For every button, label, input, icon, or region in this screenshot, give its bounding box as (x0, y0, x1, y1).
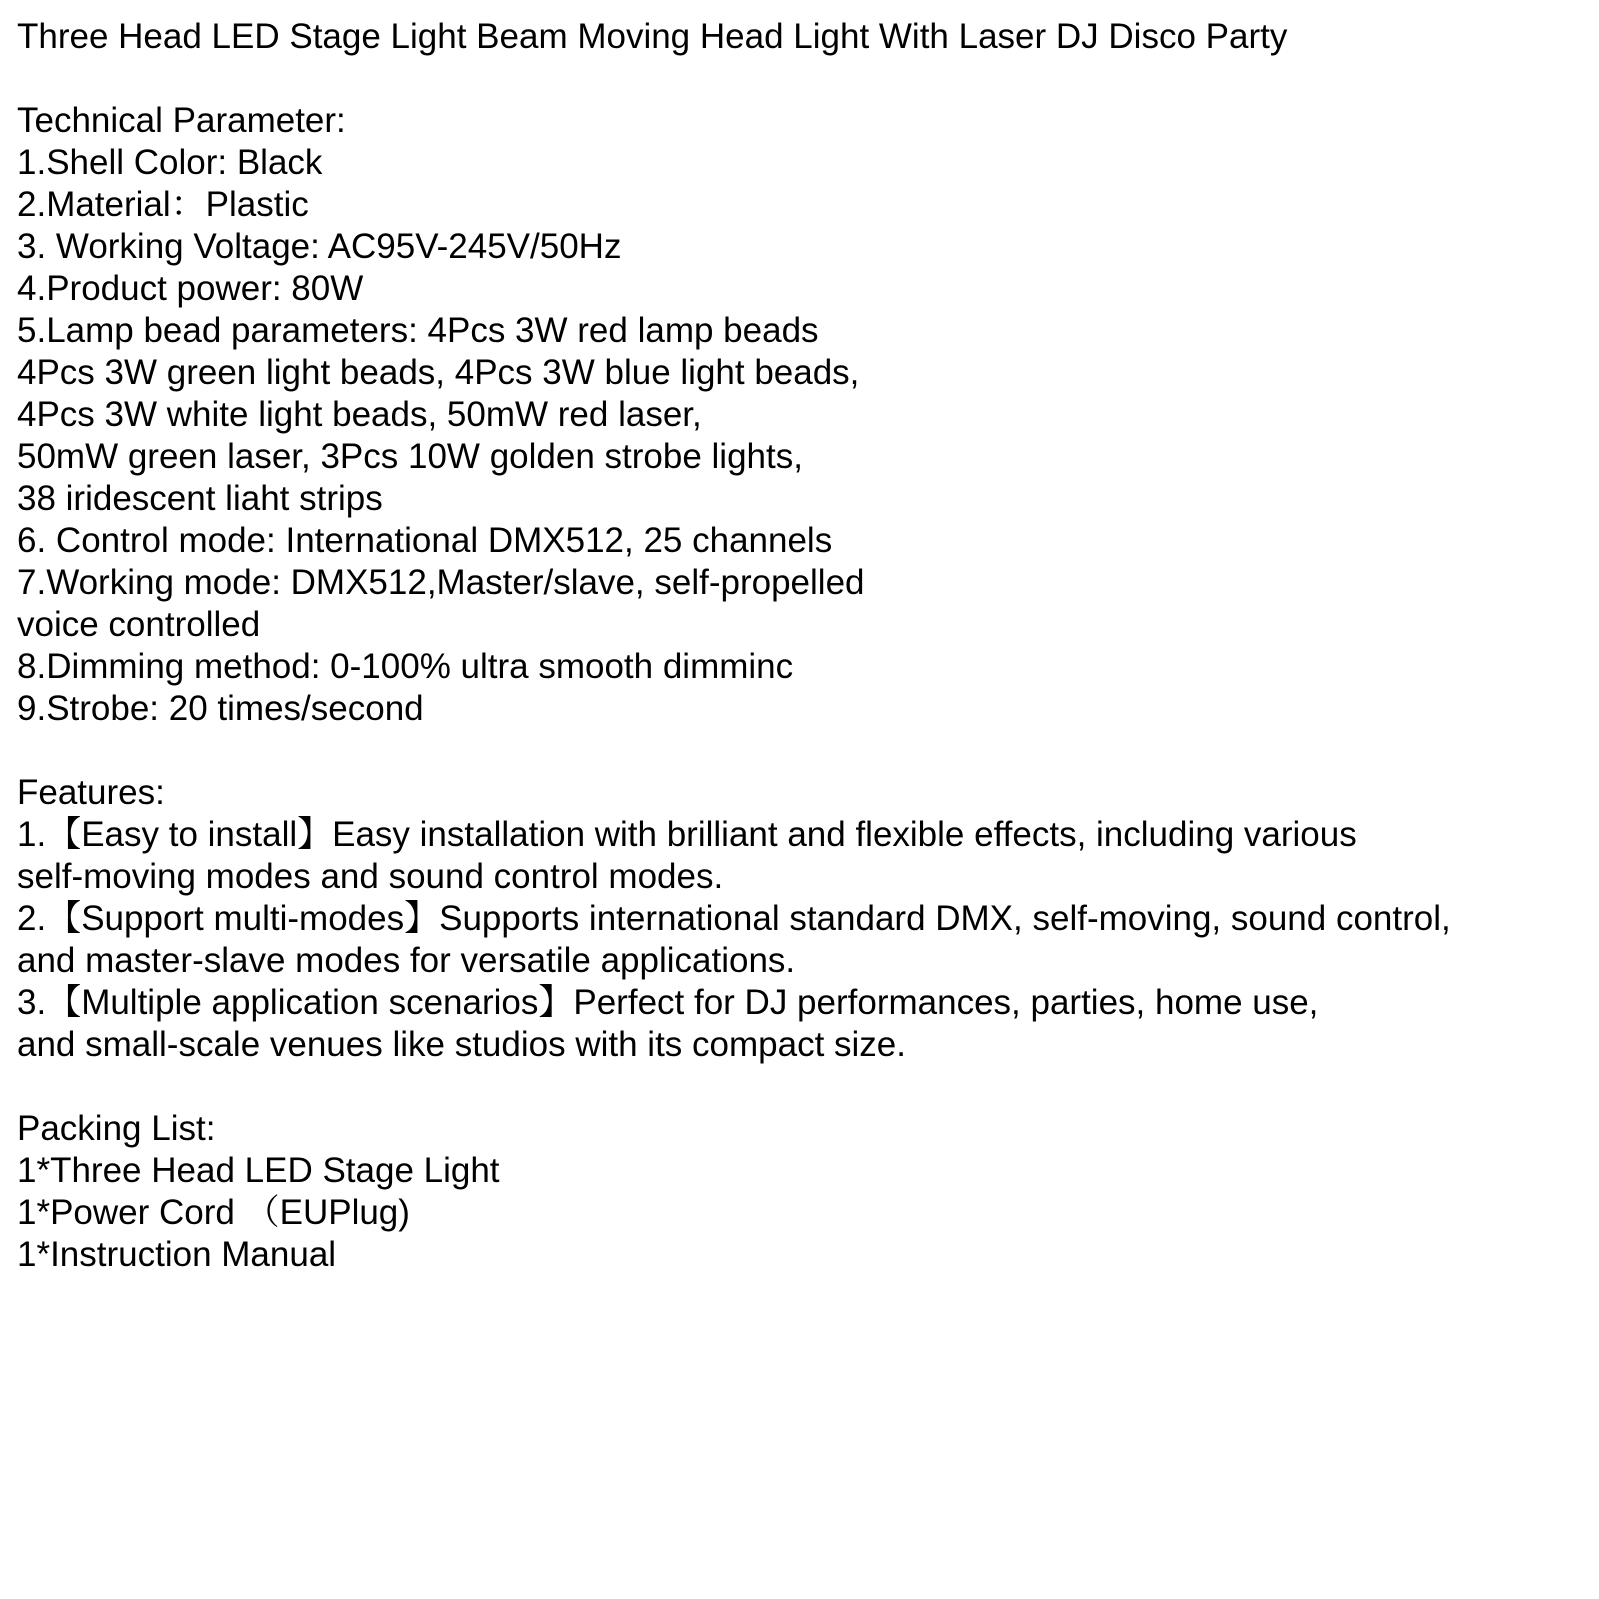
features-heading: Features: (17, 773, 165, 812)
spacer (17, 1066, 1599, 1108)
technical-line: 3. Working Voltage: AC95V-245V/50Hz (17, 227, 622, 266)
technical-line: 5.Lamp bead parameters: 4Pcs 3W red lamp beads (17, 311, 819, 350)
packing-list-section (17, 1108, 1599, 1276)
packing-item: 1*Power Cord （EUPlug) (17, 1193, 410, 1232)
feature-line: 3.【Multiple application scenarios】Perfect for DJ performances, parties, home use, (17, 983, 1319, 1022)
technical-line: 4.Product power: 80W (17, 269, 364, 308)
technical-heading: Technical Parameter: (17, 101, 346, 140)
feature-line: 1.【Easy to install】Easy installation with brilliant and flexible effects, including various (17, 815, 1357, 854)
spacer (17, 58, 1599, 100)
spacer (17, 730, 1599, 772)
technical-parameter-section (17, 100, 1599, 730)
technical-line: 38 iridescent liaht strips (17, 479, 383, 518)
technical-line: 2.Material：Plastic (17, 185, 309, 224)
packing-item: 1*Three Head LED Stage Light (17, 1151, 500, 1190)
feature-line: and small-scale venues like studios with its compact size. (17, 1025, 906, 1064)
technical-line: 7.Working mode: DMX512,Master/slave, self-propelled (17, 563, 865, 602)
packing-item: 1*Instruction Manual (17, 1235, 337, 1274)
technical-line: 4Pcs 3W green light beads, 4Pcs 3W blue light beads, (17, 353, 860, 392)
technical-line: voice controlled (17, 605, 261, 644)
feature-line: and master-slave modes for versatile applications. (17, 941, 796, 980)
technical-line: 1.Shell Color: Black (17, 143, 323, 182)
technical-line: 50mW green laser, 3Pcs 10W golden strobe lights, (17, 437, 803, 476)
feature-line: 2.【Support multi-modes】Supports international standard DMX, self-moving, sound control, (17, 899, 1451, 938)
page-title: Three Head LED Stage Light Beam Moving Head Light With Laser DJ Disco Party (17, 17, 1288, 56)
feature-line: self-moving modes and sound control modes. (17, 857, 724, 896)
technical-line: 6. Control mode: International DMX512, 25 channels (17, 521, 833, 560)
features-section (17, 772, 1599, 1066)
technical-line: 8.Dimming method: 0-100% ultra smooth dimminc (17, 647, 794, 686)
technical-line: 4Pcs 3W white light beads, 50mW red laser, (17, 395, 702, 434)
packing-heading: Packing List: (17, 1109, 216, 1148)
technical-line: 9.Strobe: 20 times/second (17, 689, 424, 728)
